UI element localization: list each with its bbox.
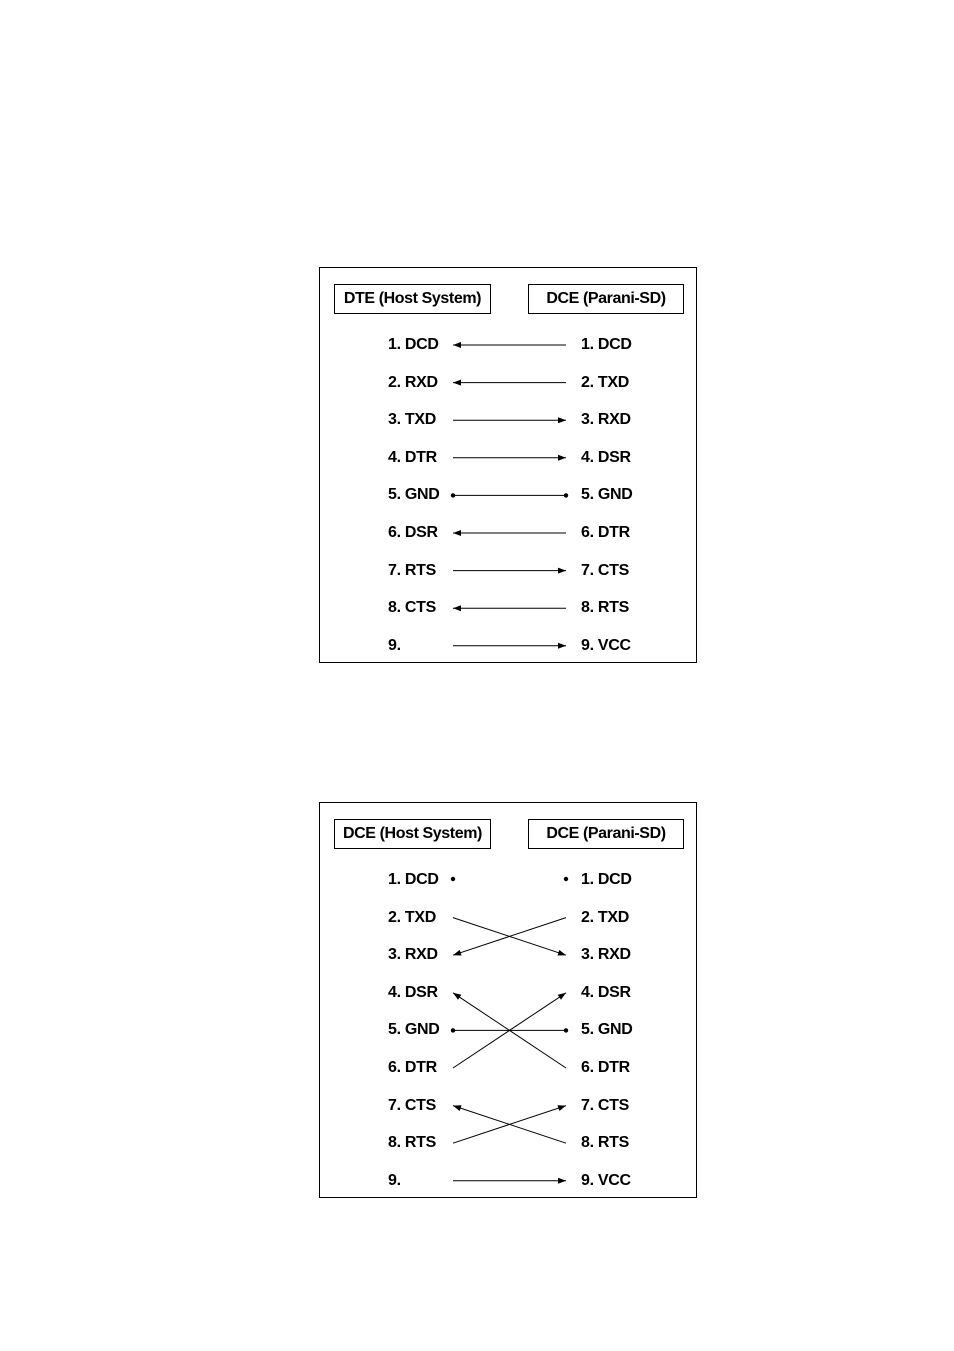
left-pin-label: 6. DTR	[388, 1059, 437, 1076]
right-pin-label: 6. DTR	[581, 1059, 630, 1076]
ground-dot	[451, 1028, 455, 1032]
right-pin-label: 4. DSR	[581, 448, 631, 466]
dce-parani-sd-label: DCE (Parani-SD)	[528, 819, 684, 849]
arrowhead	[453, 380, 461, 386]
left-pin-label: 8. RTS	[388, 1134, 436, 1152]
left-pin-label: 5. GND	[388, 1021, 440, 1039]
right-pin-label: 9. VCC	[581, 1171, 631, 1189]
arrowhead	[558, 643, 566, 649]
left-pin-label: 5. GND	[388, 486, 440, 504]
right-pin-label: 3. RXD	[581, 946, 631, 964]
left-pin-label: 4. DTR	[388, 448, 437, 466]
right-pin-label: 7. CTS	[581, 1096, 629, 1114]
arrowhead	[453, 342, 461, 348]
left-pin-label: 1. DCD	[388, 871, 439, 888]
left-pin-label: 7. RTS	[388, 561, 436, 579]
arrowhead	[453, 530, 461, 536]
right-pin-label: 8. RTS	[581, 599, 629, 617]
arrowhead	[558, 417, 566, 423]
left-pin-label: 1. DCD	[388, 336, 439, 353]
ground-dot	[564, 493, 568, 497]
dce-to-dce-diagram	[319, 802, 697, 1198]
left-pin-label: 2. TXD	[388, 908, 436, 926]
right-pin-label: 7. CTS	[581, 561, 629, 579]
arrowhead	[558, 568, 566, 574]
right-pin-label: 2. TXD	[581, 908, 629, 926]
left-pin-label: 9.	[388, 1171, 401, 1189]
right-pin-label: 4. DSR	[581, 983, 631, 1001]
right-pin-label: 1. DCD	[581, 871, 632, 888]
ground-dot	[564, 1028, 568, 1032]
arrowhead	[453, 1105, 462, 1111]
arrowhead	[558, 455, 566, 461]
dte-host-system-label: DTE (Host System)	[334, 284, 491, 314]
right-pin-label: 6. DTR	[581, 524, 630, 541]
arrowhead	[558, 1178, 566, 1184]
left-pin-label: 8. CTS	[388, 599, 436, 617]
arrowhead	[557, 950, 566, 956]
dte-to-dce-diagram	[319, 267, 697, 663]
dce-host-system-label: DCE (Host System)	[334, 819, 491, 849]
arrowhead	[558, 993, 566, 1000]
right-pin-label: 2. TXD	[581, 373, 629, 391]
arrowhead	[453, 605, 461, 611]
left-pin-label: 9.	[388, 636, 401, 654]
right-pin-label: 9. VCC	[581, 636, 631, 654]
left-pin-label: 3. TXD	[388, 411, 436, 429]
left-pin-label: 4. DSR	[388, 983, 438, 1001]
left-pin-label: 2. RXD	[388, 373, 438, 391]
terminal-dot	[451, 877, 455, 881]
arrowhead	[557, 1105, 566, 1111]
right-pin-label: 1. DCD	[581, 336, 632, 353]
left-pin-label: 3. RXD	[388, 946, 438, 964]
arrowhead	[453, 950, 462, 956]
dce-parani-sd-label: DCE (Parani-SD)	[528, 284, 684, 314]
left-pin-label: 6. DSR	[388, 524, 438, 541]
right-pin-label: 3. RXD	[581, 411, 631, 429]
right-pin-label: 5. GND	[581, 1021, 633, 1039]
arrowhead	[453, 993, 461, 1000]
wiring	[320, 803, 698, 1199]
right-pin-label: 5. GND	[581, 486, 633, 504]
right-pin-label: 8. RTS	[581, 1134, 629, 1152]
ground-dot	[451, 493, 455, 497]
wiring	[320, 268, 698, 664]
left-pin-label: 7. CTS	[388, 1096, 436, 1114]
terminal-dot	[564, 877, 568, 881]
